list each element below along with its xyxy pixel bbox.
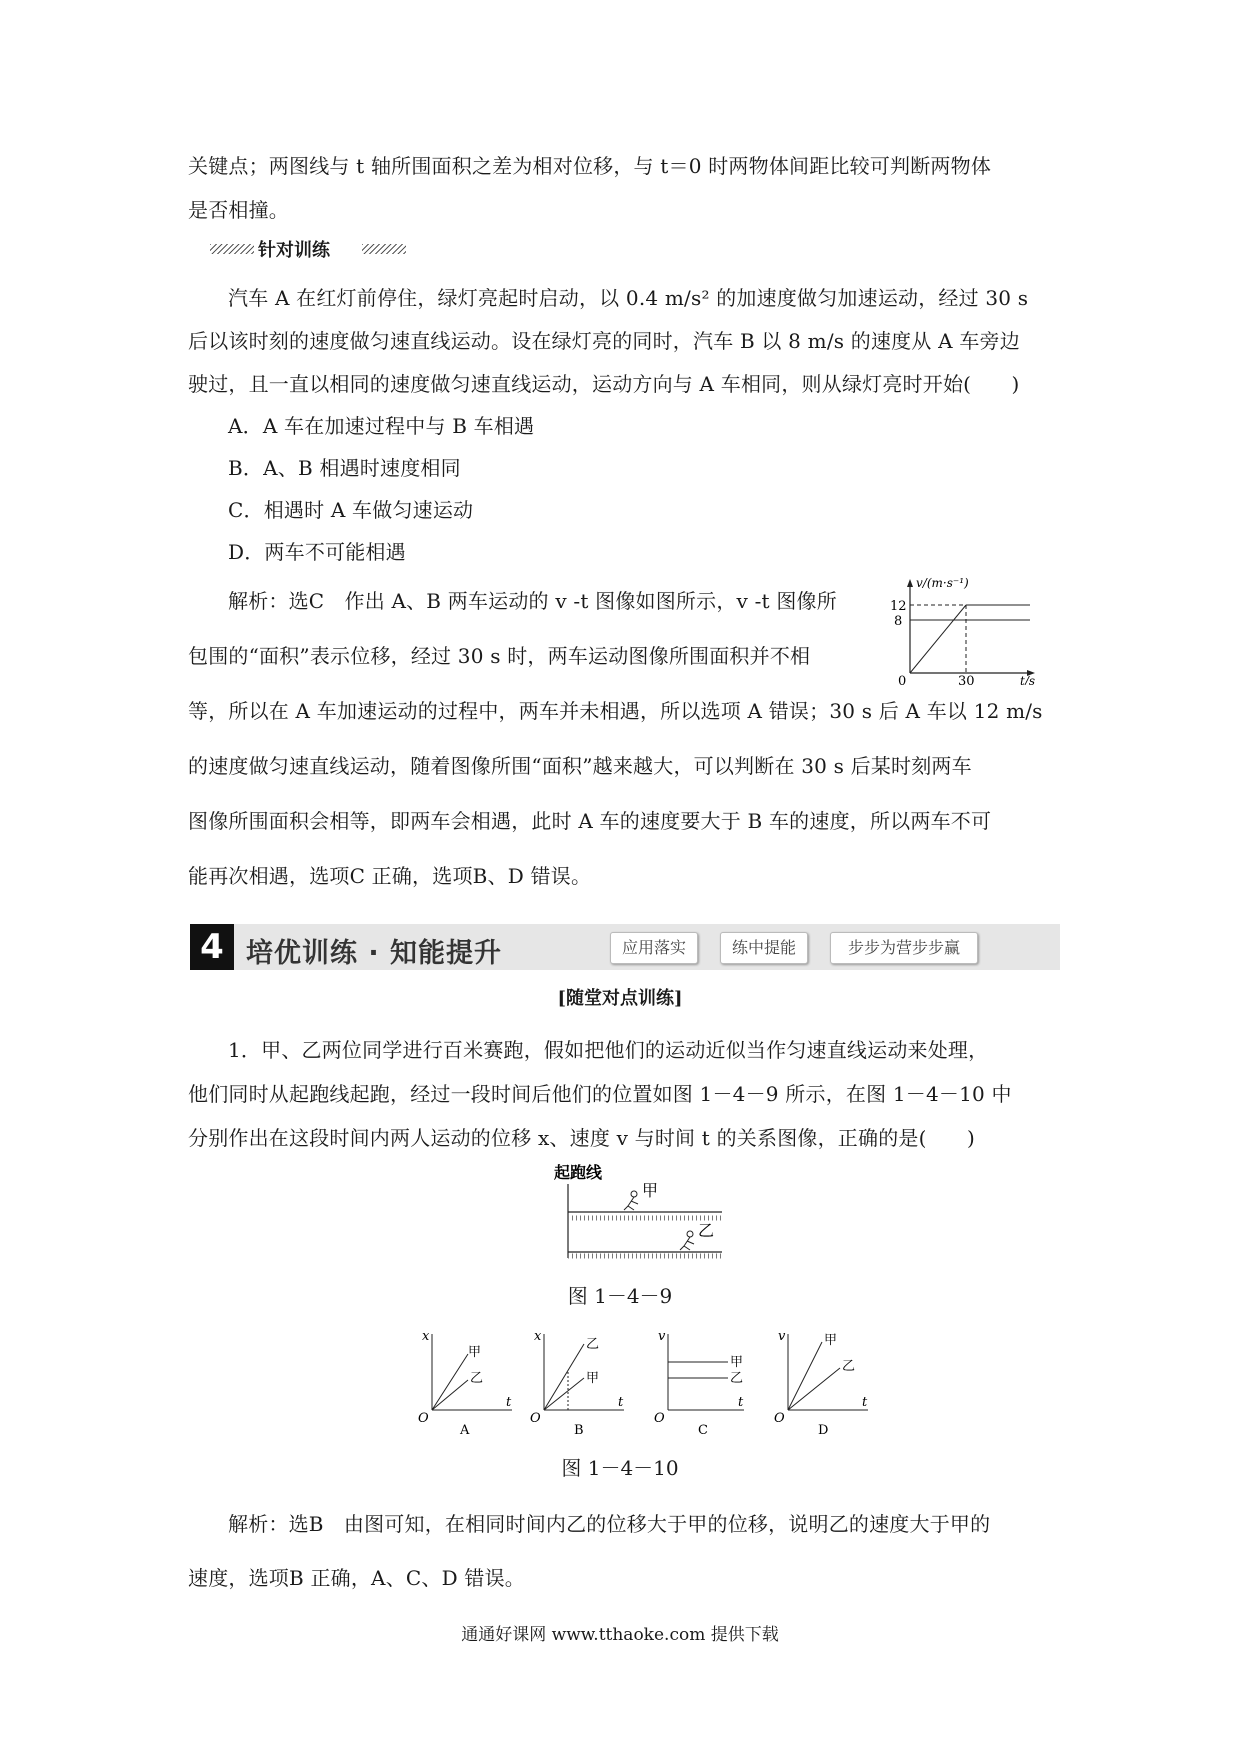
graph-xtick: 30 xyxy=(958,674,975,685)
svg-text:t: t xyxy=(618,1395,624,1410)
svg-text:v: v xyxy=(658,1329,666,1344)
analysis-line: 图像所围面积会相等，即两车会相遇，此时 A 车的速度要大于 B 车的速度，所以两车不可 xyxy=(188,809,992,833)
panel-a xyxy=(418,1329,512,1438)
top-text-line: 关键点；两图线与 t 轴所围面积之差为相对位移，与 t＝0 时两物体间距比较可判断两物体 xyxy=(188,154,992,178)
vt-graph xyxy=(880,575,1060,685)
section-number: 4 xyxy=(190,924,234,970)
tag-practice: 练中提能 xyxy=(720,932,808,964)
q1-line: 1．甲、乙两位同学进行百米赛跑，假如把他们的运动近似当作匀速直线运动来处理， xyxy=(228,1038,989,1062)
tag-step: 步步为营步步赢 xyxy=(830,932,978,964)
top-text-line: 是否相撞。 xyxy=(188,198,289,222)
graph-ytick: 8 xyxy=(894,614,903,629)
tag-apply: 应用落实 xyxy=(610,932,698,964)
runner-jia: 甲 xyxy=(642,1181,659,1200)
option-a: A．A 车在加速过程中与 B 车相遇 xyxy=(228,414,535,438)
svg-text:O: O xyxy=(530,1411,541,1426)
svg-text:甲: 甲 xyxy=(824,1333,838,1348)
svg-text:甲: 甲 xyxy=(586,1371,600,1386)
q1-analysis-line: 解析：选B 由图可知，在相同时间内乙的位移大于甲的位移，说明乙的速度大于甲的 xyxy=(228,1512,991,1536)
svg-text:乙: 乙 xyxy=(842,1359,856,1374)
svg-text:t: t xyxy=(862,1395,868,1410)
panel-letter: A xyxy=(460,1423,470,1438)
option-c: C．相遇时 A 车做匀速运动 xyxy=(228,498,474,522)
analysis-line: 的速度做匀速直线运动，随着图像所围“面积”越来越大，可以判断在 30 s 后某时刻两车 xyxy=(188,754,972,778)
question-line: 驶过，且一直以相同的速度做匀速直线运动，运动方向与 A 车相同，则从绿灯亮时开始( ) xyxy=(188,372,1020,396)
svg-text:乙: 乙 xyxy=(586,1337,600,1352)
graph-ytick: 12 xyxy=(890,599,907,614)
section-header xyxy=(190,924,1060,970)
svg-text:x: x xyxy=(422,1329,430,1344)
hatch-decoration xyxy=(362,244,406,254)
q1-line: 分别作出在这段时间内两人运动的位移 x、速度 v 与时间 t 的关系图像，正确的是( ) xyxy=(188,1126,976,1150)
svg-text:O: O xyxy=(654,1411,665,1426)
svg-text:t: t xyxy=(506,1395,512,1410)
svg-text:t: t xyxy=(738,1395,744,1410)
section-title: 培优训练 · 知能提升 xyxy=(246,938,503,969)
option-d: D．两车不可能相遇 xyxy=(228,540,406,564)
analysis-line: 解析：选C 作出 A、B 两车运动的 v -t 图像如图所示，v -t 图像所 xyxy=(228,589,837,613)
analysis-line: 能再次相遇，选项C 正确，选项B、D 错误。 xyxy=(188,864,592,888)
svg-text:乙: 乙 xyxy=(470,1371,484,1386)
panel-letter: C xyxy=(698,1423,708,1438)
svg-text:O: O xyxy=(774,1411,785,1426)
track-figure xyxy=(552,1160,732,1260)
graph-xlabel: t/s xyxy=(1020,674,1036,685)
graph-origin: 0 xyxy=(898,674,907,685)
svg-text:v: v xyxy=(778,1329,786,1344)
sub-heading: [随堂对点训练] xyxy=(557,988,683,1009)
start-line-label: 起跑线 xyxy=(554,1163,603,1182)
svg-text:甲: 甲 xyxy=(730,1355,744,1370)
panel-b xyxy=(530,1329,624,1438)
hatch-decoration xyxy=(210,244,254,254)
fig10-caption: 图 1－4－10 xyxy=(561,1456,679,1480)
q1-analysis-line: 速度，选项B 正确，A、C、D 错误。 xyxy=(188,1566,525,1590)
question-line: 汽车 A 在红灯前停住，绿灯亮起时启动，以 0.4 m/s² 的加速度做匀加速运动，经过 30 s xyxy=(228,286,1029,310)
question-line: 后以该时刻的速度做匀速直线运动。设在绿灯亮的同时，汽车 B 以 8 m/s 的速度从 A 车旁边 xyxy=(188,329,1020,353)
runner-yi: 乙 xyxy=(698,1221,715,1240)
answer-graphs xyxy=(408,1326,878,1438)
panel-letter: D xyxy=(818,1423,829,1438)
svg-text:甲: 甲 xyxy=(468,1345,482,1360)
analysis-line: 等，所以在 A 车加速运动的过程中，两车并未相遇，所以选项 A 错误；30 s 后 A 车以 12 m/s xyxy=(188,699,1043,723)
panel-letter: B xyxy=(574,1423,584,1438)
analysis-line: 包围的“面积”表示位移，经过 30 s 时，两车运动图像所围面积并不相 xyxy=(188,644,811,668)
svg-text:O: O xyxy=(418,1411,429,1426)
svg-text:乙: 乙 xyxy=(730,1371,744,1386)
q1-line: 他们同时从起跑线起跑，经过一段时间后他们的位置如图 1－4－9 所示，在图 1－4－10 中 xyxy=(188,1082,1012,1106)
practice-label: 针对训练 xyxy=(258,240,330,261)
option-b: B．A、B 相遇时速度相同 xyxy=(228,456,461,480)
footer: 通通好课网 www.tthaoke.com 提供下载 xyxy=(461,1625,779,1645)
panel-c xyxy=(654,1329,744,1438)
panel-d xyxy=(774,1329,868,1438)
graph-ylabel: v/(m·s⁻¹) xyxy=(916,576,969,590)
svg-text:x: x xyxy=(534,1329,542,1344)
fig9-caption: 图 1－4－9 xyxy=(567,1284,673,1308)
